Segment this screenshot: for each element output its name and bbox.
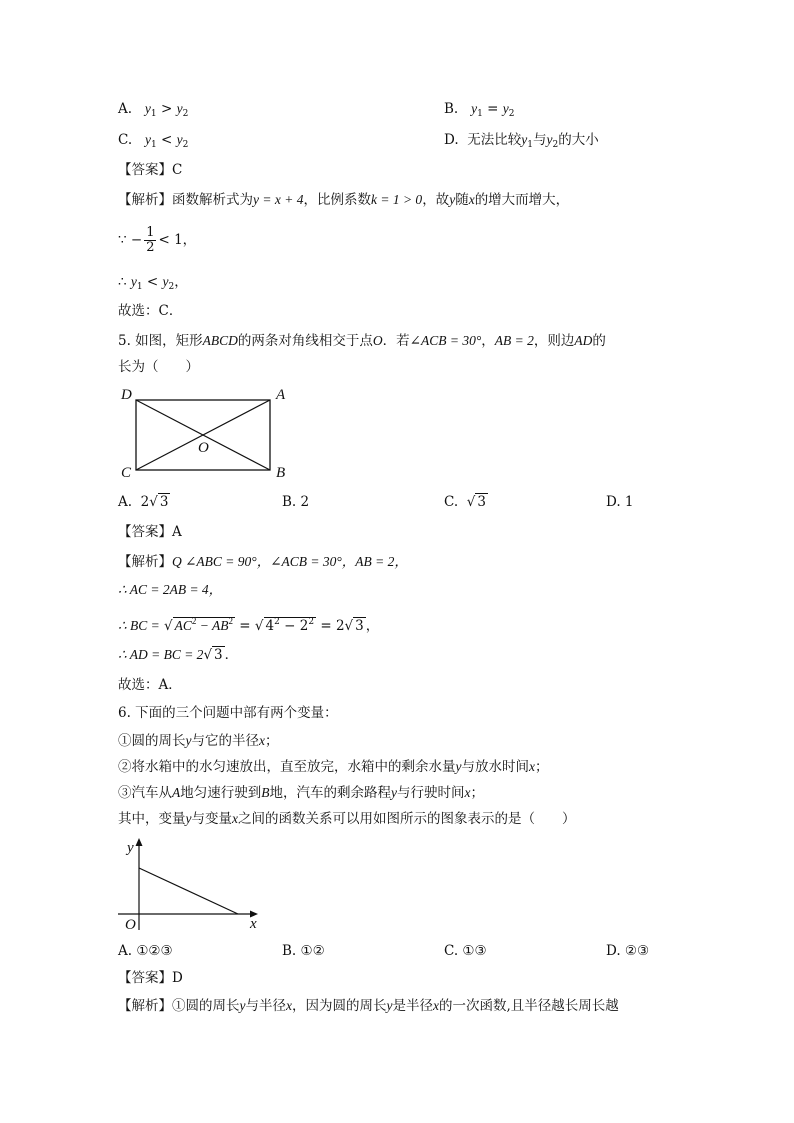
q4-answer: 【答案】C	[118, 162, 183, 178]
q5-analysis-2: ∴ AC = 2AB = 4，	[118, 582, 223, 597]
label-b: B	[276, 465, 286, 480]
graph-line	[139, 868, 238, 914]
q4-choose: 故选：C．	[118, 303, 183, 319]
label-c: C	[121, 465, 132, 480]
q6-option-a: A. ①②③	[118, 943, 173, 959]
function-graph	[112, 836, 272, 934]
label-o: O	[198, 440, 209, 456]
q4-therefore-line: ∴ $y_1 < y_2$，	[118, 274, 188, 292]
q6-item-3: ③汽车从A地匀速行驶到B地，汽车的剩余路程y与行驶时间x；	[118, 785, 484, 801]
q5-analysis-1: 【解析】Q ∠ABC = 90°，∠ACB = 30°，AB = 2，	[118, 554, 408, 570]
q6-question: 其中，变量y与变量x之间的函数关系可以用如图所示的图象表示的是（ ）	[118, 811, 576, 827]
q6-option-c: C. ①③	[444, 943, 487, 959]
q4-because-line: ∵ − $\frac{1}{2}$ < 1，	[118, 225, 197, 255]
q6-answer: 【答案】D	[118, 970, 183, 986]
q5-option-b: B. 2	[282, 494, 310, 510]
q6-stem: 6. 下面的三个问题中部有两个变量：	[118, 705, 338, 721]
label-x: x	[250, 916, 257, 932]
fraction: $\frac{1}{2}$	[146, 225, 155, 255]
q5-option-a: A. 2√ 3	[118, 494, 169, 510]
q5-choose: 故选：A．	[118, 677, 182, 693]
q6-option-b: B. ①②	[282, 943, 325, 959]
q6-option-d: D. ②③	[606, 943, 650, 959]
label-d: D	[121, 387, 132, 403]
label-y: y	[127, 840, 134, 856]
q6-analysis: 【解析】①圆的周长y与半径x，因为圆的周长y是半径x的一次函数,且半径越长周长越	[118, 998, 619, 1014]
q5-option-c: C. √ 3	[444, 494, 486, 510]
q5-analysis-4: ∴ AD = BC = 2√ 3 ．	[118, 647, 239, 663]
q5-stem: 5. 如图，矩形ABCD的两条对角线相交于点O．若∠ACB = 30°，AB = 2，则边AD的	[118, 333, 606, 349]
q4-analysis: 【解析】函数解析式为y = x + 4，比例系数k = 1 > 0，故y随x的增大而增大，	[118, 192, 570, 208]
q6-item-2: ②将水箱中的水匀速放出，直至放完，水箱中的剩余水量y与放水时间x；	[118, 759, 549, 775]
q4-option-c: C. $y_1 < y_2$	[118, 132, 189, 150]
q5-answer: 【答案】A	[118, 524, 182, 540]
q5-option-d: D. 1	[606, 494, 634, 510]
y-axis-arrow	[136, 838, 143, 846]
label-a: A	[276, 387, 286, 403]
rectangle-figure	[112, 380, 302, 480]
q4-option-d: D. 无法比较$y_1$与$y_2$的大小	[444, 132, 599, 150]
q6-item-1: ①圆的周长y与它的半径x；	[118, 733, 279, 749]
q4-option-b: B. $y_1 = y_2$	[444, 101, 515, 119]
label-origin: O	[125, 917, 136, 933]
q4-option-a: A. $y_1 > y_2$	[118, 101, 189, 119]
q5-stem-cont: 长为（ ）	[118, 359, 199, 375]
q5-analysis-3: ∴ BC = √ $AC^2 - AB^2$ = √ $4^2 - 2^2 = 2√$ 3 ，	[118, 616, 380, 634]
